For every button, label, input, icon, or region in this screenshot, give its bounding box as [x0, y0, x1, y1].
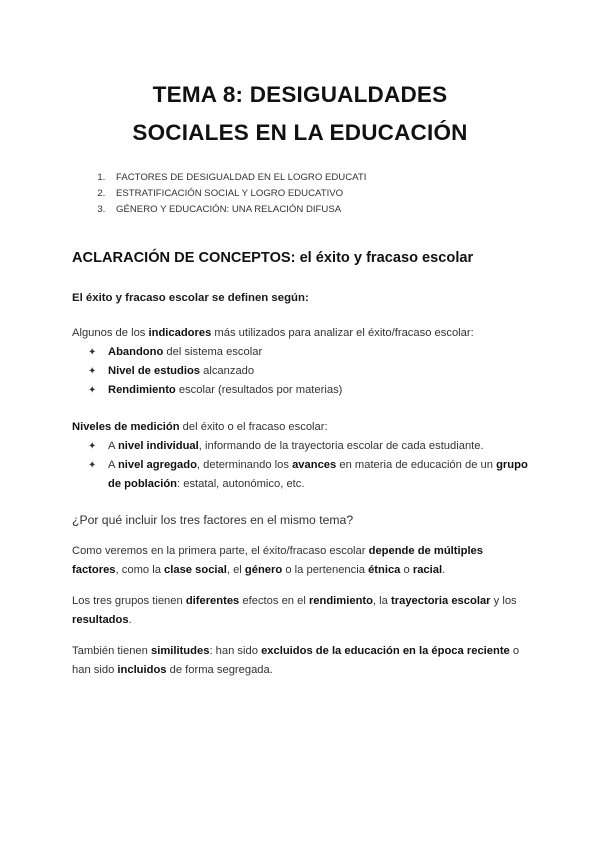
- toc-item-1: 1. FACTORES DE DESIGUALDAD EN EL LOGRO EDUCATI: [108, 170, 528, 186]
- bullet-star-icon: ✦: [88, 441, 97, 452]
- paragraph-factors: Como veremos en la primera parte, el éxito/fracaso escolar depende de múltiples factores, como la clase social, el género o la pertenencia étnica o racial.: [72, 545, 483, 576]
- indicators-intro: Algunos de los indicadores más utilizados para analizar el éxito/fracaso escolar:: [72, 327, 474, 339]
- bullet-star-icon: ✦: [88, 347, 97, 358]
- bullet-star-icon: ✦: [88, 366, 97, 377]
- title-line-2: SOCIALES EN LA EDUCACIÓN: [132, 120, 468, 145]
- paragraph-effects: Los tres grupos tienen diferentes efectos en el rendimiento, la trayectoria escolar y los resultados.: [72, 595, 517, 626]
- levels-list: [72, 437, 528, 494]
- subheading: El éxito y fracaso escolar se definen según:: [72, 292, 309, 304]
- list-item: ✦ A nivel individual, informando de la trayectoria escolar de cada estudiante.: [88, 437, 528, 456]
- toc-item-2: 2. ESTRATIFICACIÓN SOCIAL Y LOGRO EDUCATIVO: [108, 186, 528, 202]
- list-item: ✦ Rendimiento escolar (resultados por materias): [88, 381, 528, 400]
- page-title: [72, 0, 528, 152]
- indicators-list: [72, 343, 528, 400]
- bullet-star-icon: ✦: [88, 460, 97, 471]
- toc-item-3: 3. GÉNERO Y EDUCACIÓN: UNA RELACIÓN DIFUSA: [108, 202, 528, 218]
- table-of-contents: [72, 170, 528, 218]
- list-item: ✦ Nivel de estudios alcanzado: [88, 362, 528, 381]
- levels-intro: Niveles de medición del éxito o el fracaso escolar:: [72, 421, 328, 433]
- bullet-star-icon: ✦: [88, 385, 97, 396]
- title-line-1: TEMA 8: DESIGUALDADES: [152, 82, 448, 107]
- section-heading: ACLARACIÓN DE CONCEPTOS: el éxito y fracaso escolar: [72, 250, 474, 266]
- list-item: ✦ Abandono del sistema escolar: [88, 343, 528, 362]
- question-text: ¿Por qué incluir los tres factores en el mismo tema?: [72, 513, 354, 527]
- paragraph-similarities: También tienen similitudes: han sido excluidos de la educación en la época reciente o han sido incluidos de forma segregada.: [72, 645, 520, 676]
- list-item: ✦ A nivel agregado, determinando los avances en materia de educación de un grupo de población: estatal, autonómico, etc.: [88, 456, 528, 494]
